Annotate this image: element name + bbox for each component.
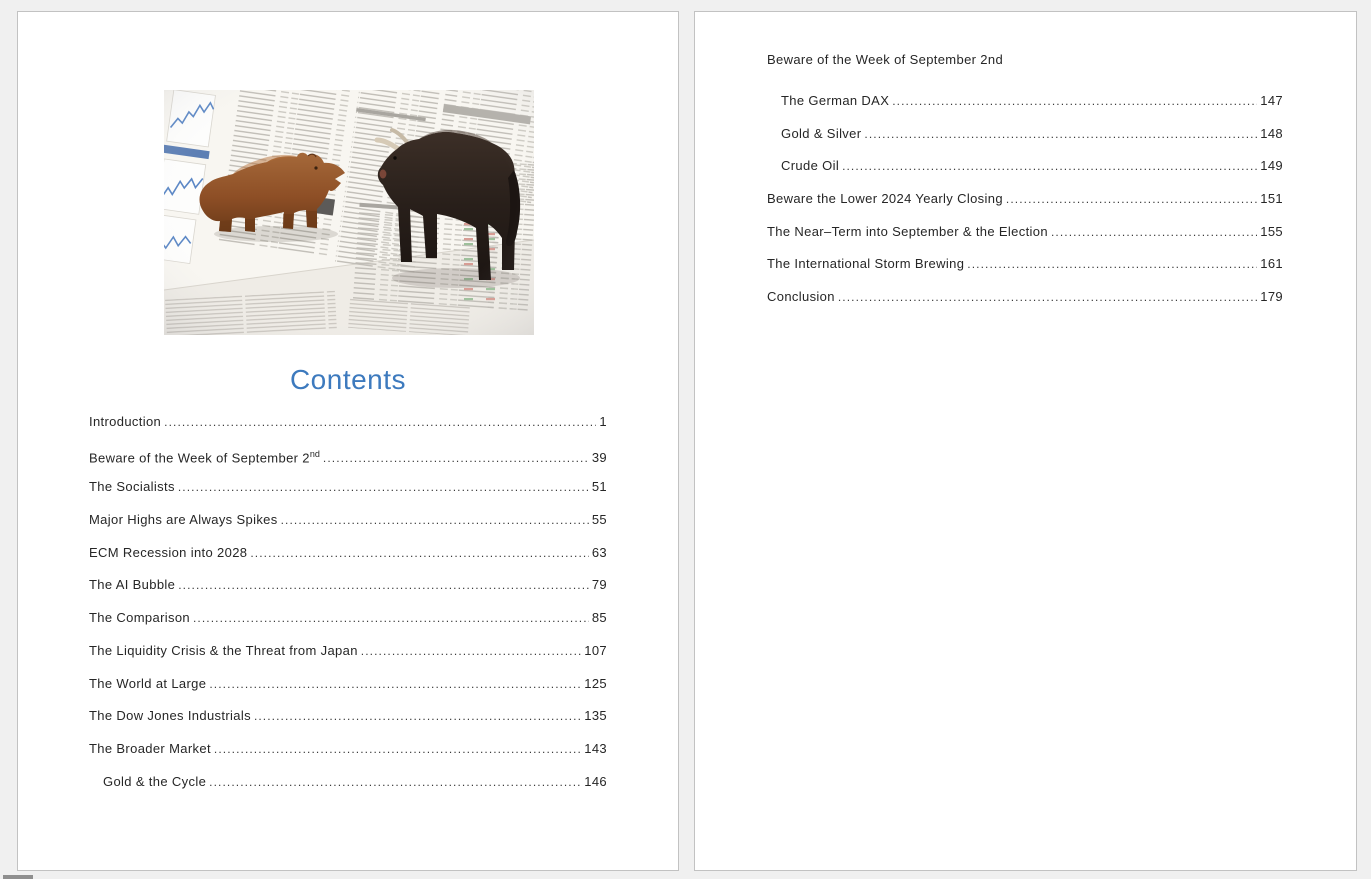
toc-entry-title: Crude Oil — [781, 158, 840, 174]
toc-entry-liquidity-crisis[interactable] — [89, 643, 607, 676]
toc-leader-dots — [254, 709, 581, 724]
toc-entry-title: Gold & Silver — [781, 125, 862, 141]
toc-entry-title: The International Storm Brewing — [767, 256, 965, 272]
toc-entry-crude-oil[interactable] — [767, 158, 1283, 191]
toc-superscript: nd — [309, 448, 320, 459]
toc-entry-page: 39 — [591, 450, 607, 466]
table-of-contents-right — [767, 52, 1283, 322]
toc-entry-page: 79 — [591, 577, 607, 593]
toc-leader-dots — [281, 513, 589, 528]
toc-entry-beware-week-september[interactable] — [89, 447, 607, 480]
toc-leader-dots — [209, 775, 581, 790]
toc-entry-german-dax[interactable] — [767, 93, 1283, 126]
toc-entry-title: The Socialists — [89, 479, 175, 495]
toc-entry-page: 179 — [1260, 289, 1283, 305]
toc-entry-the-comparison[interactable] — [89, 610, 607, 643]
toc-leader-dots — [193, 611, 589, 626]
toc-entry-page: 55 — [591, 512, 607, 528]
toc-entry-page: 146 — [584, 773, 607, 789]
toc-section-heading-beware-week[interactable] — [767, 52, 1283, 93]
toc-leader-dots — [214, 742, 581, 757]
toc-leader-dots — [178, 480, 589, 495]
toc-entry-conclusion[interactable] — [767, 289, 1283, 322]
toc-leader-dots — [842, 159, 1257, 174]
table-of-contents-left — [89, 414, 607, 806]
toc-entry-international-storm[interactable] — [767, 256, 1283, 289]
toc-entry-ai-bubble[interactable] — [89, 577, 607, 610]
toc-entry-page: 148 — [1260, 125, 1283, 141]
toc-entry-page: 147 — [1260, 93, 1283, 108]
toc-entry-the-socialists[interactable] — [89, 479, 607, 512]
toc-leader-dots — [323, 451, 589, 466]
toc-entry-page: 51 — [591, 479, 607, 495]
horizontal-scrollbar-thumb[interactable] — [3, 875, 33, 879]
toc-entry-title: The World at Large — [89, 675, 207, 691]
toc-leader-dots — [864, 127, 1257, 142]
toc-leader-dots — [178, 578, 589, 593]
toc-entry-title: The Broader Market — [89, 740, 211, 756]
toc-entry-gold-cycle[interactable] — [89, 774, 607, 807]
toc-entry-title: The Near–Term into September & the Election — [767, 223, 1048, 239]
toc-entry-title: Conclusion — [767, 289, 835, 305]
contents-heading: Contents — [289, 364, 407, 395]
toc-entry-title: The Dow Jones Industrials — [89, 708, 251, 724]
toc-entry-title: The German DAX — [781, 93, 890, 108]
toc-entry-page: 125 — [584, 675, 607, 691]
document-page-left[interactable] — [17, 11, 679, 871]
toc-entry-page: 63 — [591, 544, 607, 560]
toc-entry-title: Gold & the Cycle — [103, 773, 207, 789]
toc-entry-page: 85 — [591, 610, 607, 626]
toc-entry-title: Major Highs are Always Spikes — [89, 512, 278, 528]
toc-leader-dots — [967, 257, 1257, 272]
toc-leader-dots — [838, 290, 1257, 305]
toc-entry-world-at-large[interactable] — [89, 676, 607, 709]
toc-entry-introduction[interactable] — [89, 414, 607, 447]
toc-leader-dots — [892, 94, 1257, 109]
toc-entry-page: 107 — [584, 642, 607, 658]
toc-entry-title: Beware of the Week of September 2nd — [89, 448, 320, 466]
toc-entry-title: The Liquidity Crisis & the Threat from Japan — [89, 642, 358, 658]
toc-leader-dots — [164, 415, 596, 430]
toc-entry-page: 149 — [1260, 158, 1283, 174]
toc-entry-page: 135 — [584, 708, 607, 724]
toc-entry-lower-yearly-closing[interactable] — [767, 191, 1283, 224]
toc-entry-title: Beware the Lower 2024 Yearly Closing — [767, 191, 1003, 207]
toc-entry-major-highs[interactable] — [89, 512, 607, 545]
bull-bear-photo-graphic — [164, 90, 534, 335]
toc-leader-dots — [1051, 225, 1257, 240]
toc-entry-title: The AI Bubble — [89, 577, 176, 593]
toc-leader-dots — [1006, 192, 1257, 207]
toc-entry-title: The Comparison — [89, 610, 190, 626]
toc-entry-broader-market[interactable] — [89, 741, 607, 774]
toc-entry-page: 1 — [599, 414, 607, 429]
toc-leader-dots — [209, 677, 581, 692]
toc-entry-page: 151 — [1260, 191, 1283, 207]
toc-entry-near-term-election[interactable] — [767, 224, 1283, 257]
toc-entry-dow-jones[interactable] — [89, 708, 607, 741]
toc-leader-dots — [361, 644, 581, 659]
toc-entry-title: ECM Recession into 2028 — [89, 544, 248, 560]
document-page-right[interactable] — [694, 11, 1357, 871]
toc-entry-title: Beware of the Week of September 2nd — [767, 52, 1004, 67]
toc-leader-dots — [250, 546, 588, 561]
bull-bear-photo — [164, 90, 534, 335]
toc-entry-page: 143 — [584, 740, 607, 756]
toc-entry-gold-silver[interactable] — [767, 126, 1283, 159]
toc-entry-page: 155 — [1260, 223, 1283, 239]
toc-entry-page: 161 — [1260, 256, 1283, 272]
toc-entry-title: Introduction — [89, 414, 162, 429]
toc-entry-ecm-recession[interactable] — [89, 545, 607, 578]
